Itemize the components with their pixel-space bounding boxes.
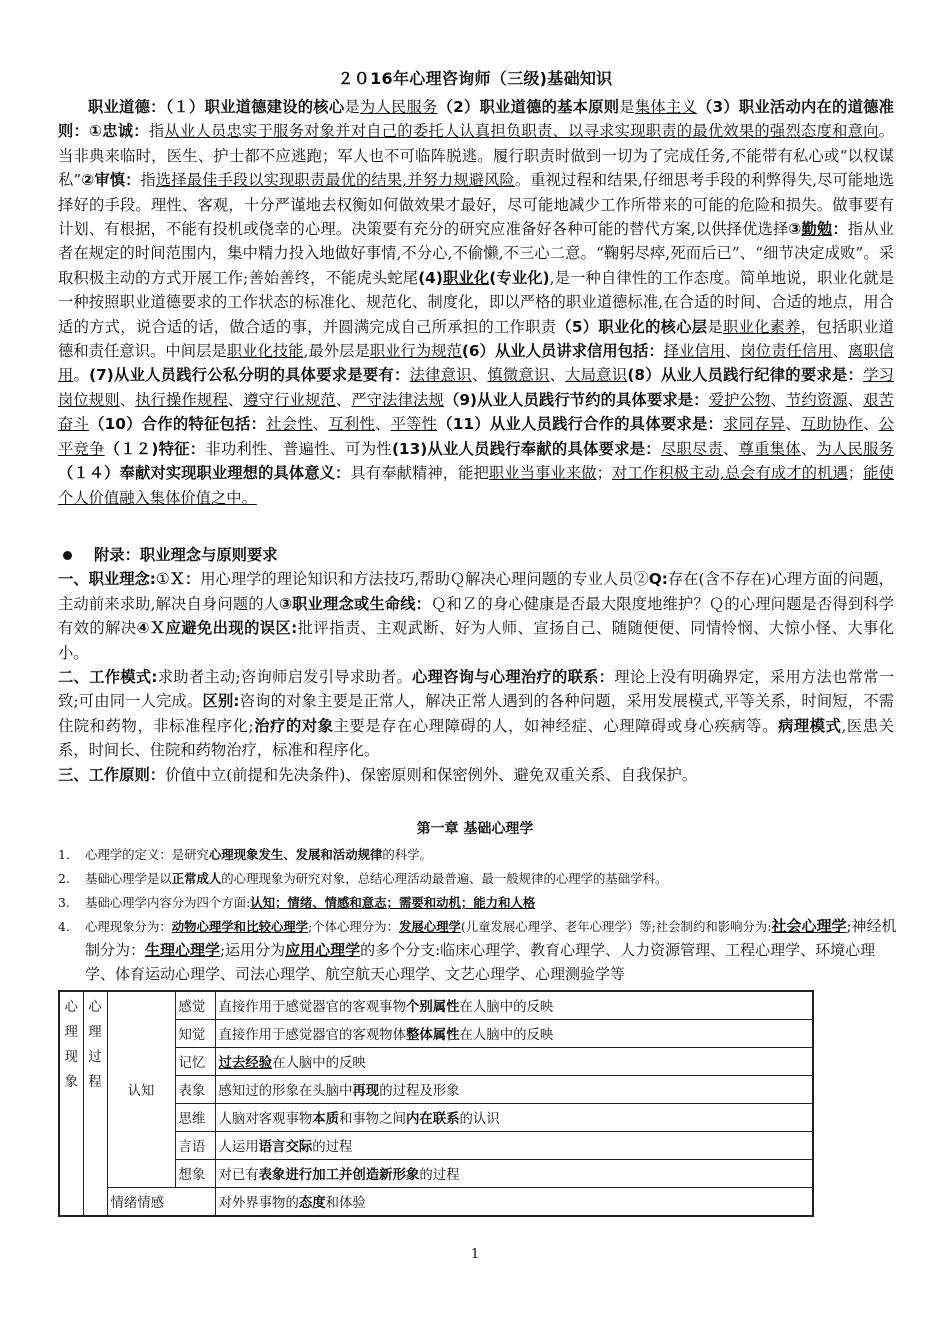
ethics-text: (8）从业人员践行纪律的要求是： — [627, 366, 864, 385]
list-text: 的科学。 — [382, 847, 432, 862]
ethics-underlined: 职业化 — [442, 268, 490, 287]
ethics-text: ,最外层是 — [303, 342, 370, 361]
ethics-underlined: 公平竞争 — [58, 415, 894, 458]
ethics-underlined: 择业信用 — [663, 342, 726, 361]
ethics-underlined: 职业化素养 — [722, 317, 801, 336]
term-cell: 感觉 — [175, 991, 215, 1020]
list-text: 应用心理学 — [285, 941, 361, 959]
ethics-underlined: 执行操作规程 — [135, 390, 228, 409]
appendix-text: 心理咨询与心理治疗的联系： — [412, 668, 615, 687]
def-text: 直接作用于感觉器官的客观事物 — [218, 1000, 406, 1015]
ethics-underlined: 平等性 — [390, 415, 438, 434]
definition-cell — [215, 1020, 813, 1048]
definition-cell — [215, 991, 813, 1020]
ethics-text: 、 — [312, 415, 329, 434]
ethics-underlined: 职业化技能 — [226, 342, 304, 361]
ethics-text: 。 — [73, 366, 90, 385]
ethics-text: (6）从业人员讲求信用包括： — [461, 342, 664, 361]
list-item — [58, 891, 898, 915]
ethics-text: (专业化) — [489, 268, 550, 287]
def-text: 在人脑中的反映 — [272, 1056, 366, 1071]
ethics-text: 、 — [785, 415, 801, 434]
term-cell: 知觉 — [175, 1020, 215, 1048]
list-text: ;运用分为 — [220, 941, 286, 959]
ethics-text: 具有奉献精神，能把 — [350, 464, 489, 483]
ethics-underlined: 职业当事业来做 — [488, 464, 597, 483]
document-title: ２０16年心理咨询师（三级)基础知识 — [337, 69, 613, 88]
appendix-text: ④Ｘ应避免出现的误区: — [136, 619, 298, 638]
ethics-text: （１４）奉献对实现职业理想的具体意义： — [58, 464, 351, 483]
def-text: 人运用 — [218, 1140, 259, 1155]
appendix-text: Q: — [648, 570, 668, 589]
ethics-text: ③ — [788, 220, 802, 239]
ethics-text: 、 — [847, 390, 864, 409]
ethics-text: 、 — [335, 390, 352, 409]
appendix-text: Ｑ和Ｚ的身心健康是否最大限度地维护？Ｑ的心理问题是否得到科学有效的解决 — [58, 594, 894, 638]
list-text: 动物心理学和比较心理学 — [171, 919, 309, 934]
appendix-paragraph-2 — [58, 665, 894, 763]
def-text: 和体验 — [325, 1196, 366, 1211]
ethics-underlined: 爱护公物 — [708, 390, 771, 409]
list-item — [58, 867, 898, 891]
appendix-text: 区别: — [202, 692, 240, 711]
appendix-text: 三、工作原则： — [58, 765, 166, 784]
ethics-text: 是 — [619, 98, 635, 116]
appendix-text: 理论上没有明确界定，采用方法也常常一致;可由同一人完成。 — [58, 668, 894, 711]
col-psych-phenomena: 心理现象 — [59, 991, 83, 1216]
appendix-text: 治疗的对象 — [253, 716, 334, 735]
appendix-text: 一、职业理念: — [58, 570, 156, 589]
ethics-underlined: 严守法律法规 — [351, 390, 444, 409]
ethics-text: 、 — [375, 415, 391, 434]
appendix-text: 用心理学的理论知识和方法技巧,帮助Ｑ解决心理问题的专业人员 — [200, 570, 634, 589]
term-cell: 思维 — [175, 1104, 215, 1132]
ethics-underlined: 大局意识 — [565, 366, 628, 385]
ethics-text: (4) — [418, 268, 443, 287]
ethics-underlined: 互助协作 — [800, 415, 864, 434]
appendix-text: ③职业理念或生命线： — [279, 594, 432, 613]
ethics-text: ,是一种自律性的工作态度。简单地说，职业化就是一种按照职业道德要求的工作状态的标准化、规范化、制度化，即以严格的职业道德标准,在合适的时间、合适的地点，用合适的方式，说合适的话，做合适的事，并圆满完成自己所承担的工作职责 — [58, 268, 894, 336]
list-text: 的心理现象为研究对象，总结心理活动最普遍、最一般规律的心理学的基础学科。 — [221, 871, 668, 886]
cognition-label: 认知 — [107, 991, 175, 1188]
appendix-text: 求助者主动;咨询师启发引导求助者。 — [157, 668, 413, 687]
ethics-underlined: 慎微意识 — [487, 366, 550, 385]
def-key: 本质 — [312, 1112, 340, 1127]
ethics-text: 、 — [832, 342, 848, 361]
ethics-text: 职业道德：（１）职业道德建设的核心 — [88, 98, 345, 116]
ethics-underlined: 选择最佳手段以实现职责最优的结果,并努力规避风险 — [155, 171, 515, 190]
ethics-text: （11）从业人员践行合作的具体要求是： — [437, 415, 724, 434]
list-text: 正常成人 — [171, 871, 222, 886]
appendix-text: ① — [155, 570, 170, 589]
ethics-text: 、 — [863, 415, 879, 434]
list-text: 基础心理学是以 — [85, 871, 172, 886]
ethics-text: ； — [847, 464, 864, 483]
ethics-text: （10）合作的特征包括： — [89, 415, 267, 434]
list-text: 心理现象分为： — [85, 919, 172, 934]
ethics-text: 是 — [707, 317, 723, 336]
appendix-text: 存在(含不存在)心理方面的问题，主动前来求助,解决自身问题的人 — [58, 570, 894, 613]
list-text: 社会心理学 — [771, 917, 847, 935]
list-number: 4. — [58, 919, 70, 934]
ethics-text: 、 — [471, 366, 488, 385]
appendix-title: 附录：职业理念与原则要求 — [94, 546, 278, 564]
list-text: 认知；情绪、情感和意志；需要和动机；能力和人格 — [250, 895, 536, 910]
def-text: 的过程 — [312, 1140, 353, 1155]
term-cell: 记忆 — [175, 1048, 215, 1076]
list-text: 心理学的定义：是研究 — [85, 847, 209, 862]
def-text: 的过程 — [419, 1168, 460, 1183]
psychology-table — [58, 990, 814, 1217]
def-key: 语言交际 — [258, 1140, 313, 1155]
ethics-text: (13)从业人员践行奉献的具体要求是： — [391, 439, 661, 458]
ethics-underlined: 尊重集体 — [738, 439, 801, 458]
list-item — [58, 915, 898, 987]
ethics-text: （5）职业化的核心层 — [556, 317, 708, 336]
ethics-underlined: 艰苦奋斗 — [58, 390, 894, 434]
ethics-underlined: 能使个人价值融入集体价值之中。 — [58, 464, 894, 507]
list-text: 的多个分支:临床心理学、教育心理学、人力资源管理、工程心理学、环境心理学、体育运动心理学、司法心理学、航空航天心理学、文艺心理学、心理测验学等 — [85, 941, 876, 983]
ethics-text: （3）职业活动内在的道德准则：①忠诚： — [58, 98, 894, 141]
list-text: ;神经机制分为： — [85, 917, 897, 959]
ethics-text: 。重视过程和结果,仔细思考手段的利弊得失,尽可能地选择好的手段。理性、客观，十分严谨地去权衡如何做效果才最好，尽可能地减少工作所带来的可能的危险和损失。做事要有计划、有根据，不能有投机或侥幸的心理。决策要有充分的研究应准备好各种可能的替代方案,以供择优选择 — [58, 171, 894, 239]
ethics-text: (7)从业人员践行公私分明的具体要求是要有： — [89, 366, 410, 385]
list-number: 1. — [58, 847, 70, 862]
ethics-text: 、 — [800, 439, 817, 458]
ethics-text: ： — [832, 220, 848, 239]
bullet-icon — [63, 551, 72, 560]
ethics-text: ； — [596, 464, 612, 483]
ethics-underlined: 从业人员忠实于服务对象并对自己的委托人认真担负职责、以寻求实现职责的最优效果的强烈态度和意向 — [164, 122, 879, 141]
ethics-text: ，包括职业道德和责任意识。中间层是 — [58, 317, 894, 361]
def-text: 的过程及形象 — [379, 1084, 460, 1099]
appendix-paragraph-1 — [58, 567, 894, 665]
def-key: 内在联系 — [405, 1112, 460, 1127]
appendix-text: 病理模式 — [777, 716, 842, 735]
appendix-section — [58, 543, 894, 787]
def-text: 在人脑中的反映 — [459, 1000, 554, 1015]
appendix-text: 主要是存在心理障碍的人，如神经症、心理障碍或身心疾病等。 — [333, 716, 778, 735]
page-number: 1 — [470, 1247, 480, 1262]
def-text: 对已有 — [218, 1168, 259, 1183]
list-text: ;个体心理分为： — [308, 919, 399, 934]
ethics-text: ②审慎： — [81, 171, 141, 190]
ethics-text: （2）职业道德的基本原则 — [437, 98, 620, 116]
ethics-underlined: 尽职尽责 — [660, 439, 724, 458]
list-text: 发展心理学 — [398, 919, 461, 934]
definition-cell — [215, 1188, 813, 1217]
appendix-text: 价值中立(前提和先决条件)、保密原则和保密例外、避免双重关系、自我保护。 — [165, 765, 698, 784]
ethics-underlined: 学习岗位规则 — [58, 366, 894, 409]
ethics-underlined: 社会性 — [266, 415, 313, 434]
def-key: 过去经验 — [218, 1056, 273, 1071]
appendix-text: 二、工作模式: — [58, 668, 158, 687]
ethics-text: （9)从业人员践行节约的具体要求是： — [443, 390, 709, 409]
list-number: 2. — [58, 871, 70, 886]
ethics-text: 、 — [549, 366, 566, 385]
ethics-text: （１２)特征： — [104, 439, 206, 458]
ethics-text: 指从业者在规定的时间范围内，集中精力投入地做好事情,不分心,不偷懒,不三心二意。“鞠躬尽瘁,死而后已”、“细节决定成败”。采取积极主动的方式开展工作;善始善终，不能虎头蛇尾 — [58, 220, 894, 287]
appendix-text: Ｘ： — [169, 570, 201, 589]
list-text: (儿童发展心理学、老年心理学）等;社会制约和影响分为: — [460, 919, 772, 934]
appendix-heading — [58, 543, 894, 567]
ethics-underlined: 对工作积极主动,总会有成才的机遇 — [611, 464, 848, 483]
chapter-list — [58, 843, 898, 987]
definition-cell — [215, 1132, 813, 1160]
ethics-underlined: 职业行为规范 — [369, 342, 462, 361]
appendix-text: 咨询的对象主要是正常人，解决正常人遇到的各种问题，采用发展模式,平等关系，时间短，不需住院和药物，非标准程序化; — [58, 692, 894, 735]
ethics-text: 是 — [344, 98, 360, 116]
list-item — [58, 843, 898, 867]
ethics-text: 非功利性、普遍性、可为性 — [205, 439, 392, 458]
ethics-section — [58, 95, 894, 510]
term-cell: 想象 — [175, 1160, 215, 1188]
def-text: 的认识 — [459, 1112, 500, 1127]
ethics-underlined: 求同存异 — [723, 415, 786, 434]
appendix-paragraph-3 — [58, 763, 894, 787]
def-key: 态度 — [298, 1196, 326, 1211]
ethics-underlined: 互利性 — [328, 415, 376, 434]
ethics-text: 、 — [119, 390, 136, 409]
term-cell: 言语 — [175, 1132, 215, 1160]
ethics-text: 、 — [770, 390, 786, 409]
ethics-underlined: 节约资源 — [785, 390, 848, 409]
ethics-text: 指 — [148, 122, 165, 141]
ethics-underlined: 为人民服务 — [359, 98, 438, 116]
emotion-label: 情绪情感 — [107, 1188, 215, 1217]
col-psych-process: 心理过程 — [83, 991, 107, 1216]
appendix-text: 批评指责、主观武断、好为人师、宣扬自己、随随便便、同情怜悯、大惊小怪、大事化小。 — [58, 619, 894, 662]
table-row — [59, 1188, 813, 1217]
def-text: 对外界事物的 — [218, 1196, 299, 1211]
ethics-underlined: 离职信用 — [58, 342, 894, 385]
definition-cell — [215, 1160, 813, 1188]
def-key: 整体属性 — [405, 1028, 460, 1043]
def-text: 在人脑中的反映 — [459, 1028, 554, 1043]
chapter-title: 第一章 基础心理学 — [416, 821, 534, 837]
ethics-text: 、 — [227, 390, 244, 409]
ethics-underlined: 集体主义 — [634, 98, 697, 116]
ethics-underlined: 勤勉 — [801, 220, 833, 239]
definition-cell — [215, 1076, 813, 1104]
term-cell: 表象 — [175, 1076, 215, 1104]
def-key: 再现 — [352, 1084, 380, 1099]
ethics-underlined: 岗位责任信用 — [740, 342, 833, 361]
def-key: 个别属性 — [405, 1000, 460, 1015]
def-text: 直接作用于感觉器官的客观物体 — [218, 1028, 406, 1043]
def-text: 和事物之间 — [339, 1112, 406, 1127]
def-key: 表象进行加工并创造新形象 — [258, 1168, 420, 1183]
ethics-text: 、 — [723, 439, 739, 458]
ethics-text: 、 — [725, 342, 741, 361]
appendix-text: ,医患关系，时间长、住院和药物治疗，标准和程序化。 — [58, 716, 894, 760]
ethics-text: 指 — [140, 171, 156, 190]
ethics-paragraph — [58, 95, 894, 510]
list-text: 心理现象发生、发展和活动规律 — [208, 847, 383, 862]
ethics-underlined: 为人民服务 — [816, 439, 894, 458]
definition-cell — [215, 1104, 813, 1132]
appendix-text: ② — [633, 570, 649, 589]
table-row — [59, 991, 813, 1020]
list-number: 3. — [58, 895, 70, 910]
def-text: 人脑对客观事物 — [218, 1112, 313, 1127]
ethics-underlined: 法律意识 — [409, 366, 472, 385]
list-text: 生理心理学 — [145, 941, 221, 959]
list-text: 基础心理学内容分为四个方面: — [85, 895, 251, 910]
ethics-underlined: 遵守行业规范 — [243, 390, 336, 409]
def-text: 感知过的形象在头脑中 — [218, 1084, 353, 1099]
definition-cell — [215, 1048, 813, 1076]
ethics-text: 。当非典来临时，医生、护士都不应逃跑；军人也不可临阵脱逃。履行职责时做到一切为了完成任务,不能带有私心或“以权谋私” — [58, 122, 894, 190]
